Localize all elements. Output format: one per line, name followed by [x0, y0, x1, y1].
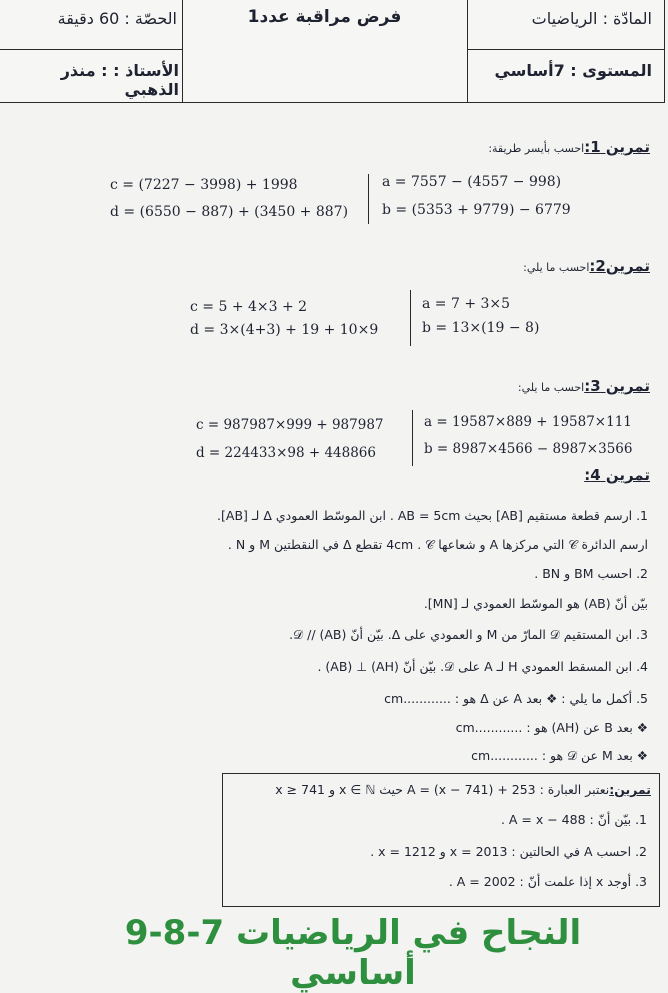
ex1-separator	[368, 174, 369, 224]
ex2-a: a = 7 + 3×5	[422, 296, 511, 312]
ex3-b: b = 8987×4566 − 8987×3566	[424, 441, 633, 457]
ex1-c: c = (7227 − 3998) + 1998	[110, 177, 298, 193]
ex5-line-0: نعتبر العبارة : A = (x − 741) + 253 حيث x ∈ ℕ و x ≥ 741	[275, 782, 610, 797]
header-divider	[182, 0, 183, 102]
ex2-c: c = 5 + 4×3 + 2	[190, 299, 308, 315]
ex4-item-3: 3. ابن المستقيم 𝒟 المارّ من M و العمودي على Δ. بيّن أنّ 𝒟 // (AB).	[289, 627, 648, 642]
ex1-title: تمرين 1:	[584, 138, 650, 156]
ex4-title: تمرين 4:	[584, 466, 650, 484]
ex5-line-2: 2. احسب A في الحالتين : x = 2013 و x = 1212 .	[370, 844, 647, 859]
ex2-heading	[350, 257, 650, 275]
ex3-d: d = 224433×98 + 448866	[196, 445, 376, 461]
ex3-separator	[412, 410, 413, 466]
header-table	[0, 0, 665, 103]
ex1-b: b = (5353 + 9779) − 6779	[382, 202, 571, 218]
ex4-item-5b: ❖ بعد B عن (AH) هو : ............cm	[455, 720, 648, 735]
ex3-c: c = 987987×999 + 987987	[196, 417, 384, 433]
ex5-title: تمرين:	[609, 782, 651, 797]
ex5-box	[222, 773, 660, 907]
ex3-title: تمرين 3:	[584, 377, 650, 395]
ex2-b: b = 13×(19 − 8)	[422, 320, 540, 336]
ex1-heading	[350, 138, 650, 156]
level: المستوى : 7أساسي	[494, 61, 652, 80]
ex2-d: d = 3×(4+3) + 19 + 10×9	[190, 322, 379, 338]
duration: الحصّة : 60 دقيقة	[57, 9, 177, 28]
ex3-subtitle: احسب ما يلي:	[517, 381, 585, 394]
ex1-a: a = 7557 − (4557 − 998)	[382, 174, 562, 190]
ex5-line-1: 1. بيّن أنّ : A = x − 488 .	[500, 812, 647, 827]
ex2-separator	[410, 290, 411, 346]
ex1-d: d = (6550 − 887) + (3450 + 887)	[110, 204, 349, 220]
ex4-item-5c: ❖ بعد M عن 𝒟 هو : ............cm	[471, 748, 648, 763]
ex5-statement	[231, 782, 651, 797]
footer-slogan: النجاح في الرياضيات 7-8-9 أساسي	[124, 913, 582, 993]
ex4-item-1: 1. ارسم قطعة مستقيم [AB] بحيث AB = 5cm . ابن الموسّط العمودي Δ لـ [AB].	[217, 508, 648, 523]
ex3-heading	[350, 377, 650, 395]
ex4-heading	[450, 466, 650, 484]
ex4-item-4: 4. ابن المسقط العمودي H لـ A على 𝒟. بيّن أنّ (AH) ⊥ (AB) .	[317, 659, 648, 674]
teacher: الأستاذ : : منذر الذهبي	[60, 61, 179, 99]
ex2-subtitle: احسب ما يلي:	[523, 261, 590, 274]
ex3-a: a = 19587×889 + 19587×111	[424, 414, 632, 430]
ex4-item-5: 5. أكمل ما يلي : ❖ بعد A عن Δ هو : ............cm	[384, 691, 648, 706]
ex1-subtitle: احسب بأيسر طريقة:	[488, 142, 585, 155]
header-divider	[0, 49, 182, 50]
exam-title: فرض مراقبة عدد1	[247, 7, 402, 27]
ex4-item-2: 2. احسب BM و BN .	[534, 566, 648, 581]
header-divider	[467, 49, 664, 50]
ex4-item-2b: بيّن أنّ (AB) هو الموسّط العمودي لـ [MN].	[423, 596, 648, 611]
ex5-line-3: 3. أوجد x إذا علمت أنّ : A = 2002 .	[448, 874, 647, 889]
header-divider	[467, 0, 468, 102]
ex2-title: تمرين2:	[589, 257, 650, 275]
ex4-item-1b: ارسم الدائرة 𝒞 التي مركزها A و شعاعها 4cm . 𝒞 تقطع Δ في النقطتين M و N .	[227, 537, 648, 552]
subject: المادّة : الرياضيات	[531, 9, 652, 28]
